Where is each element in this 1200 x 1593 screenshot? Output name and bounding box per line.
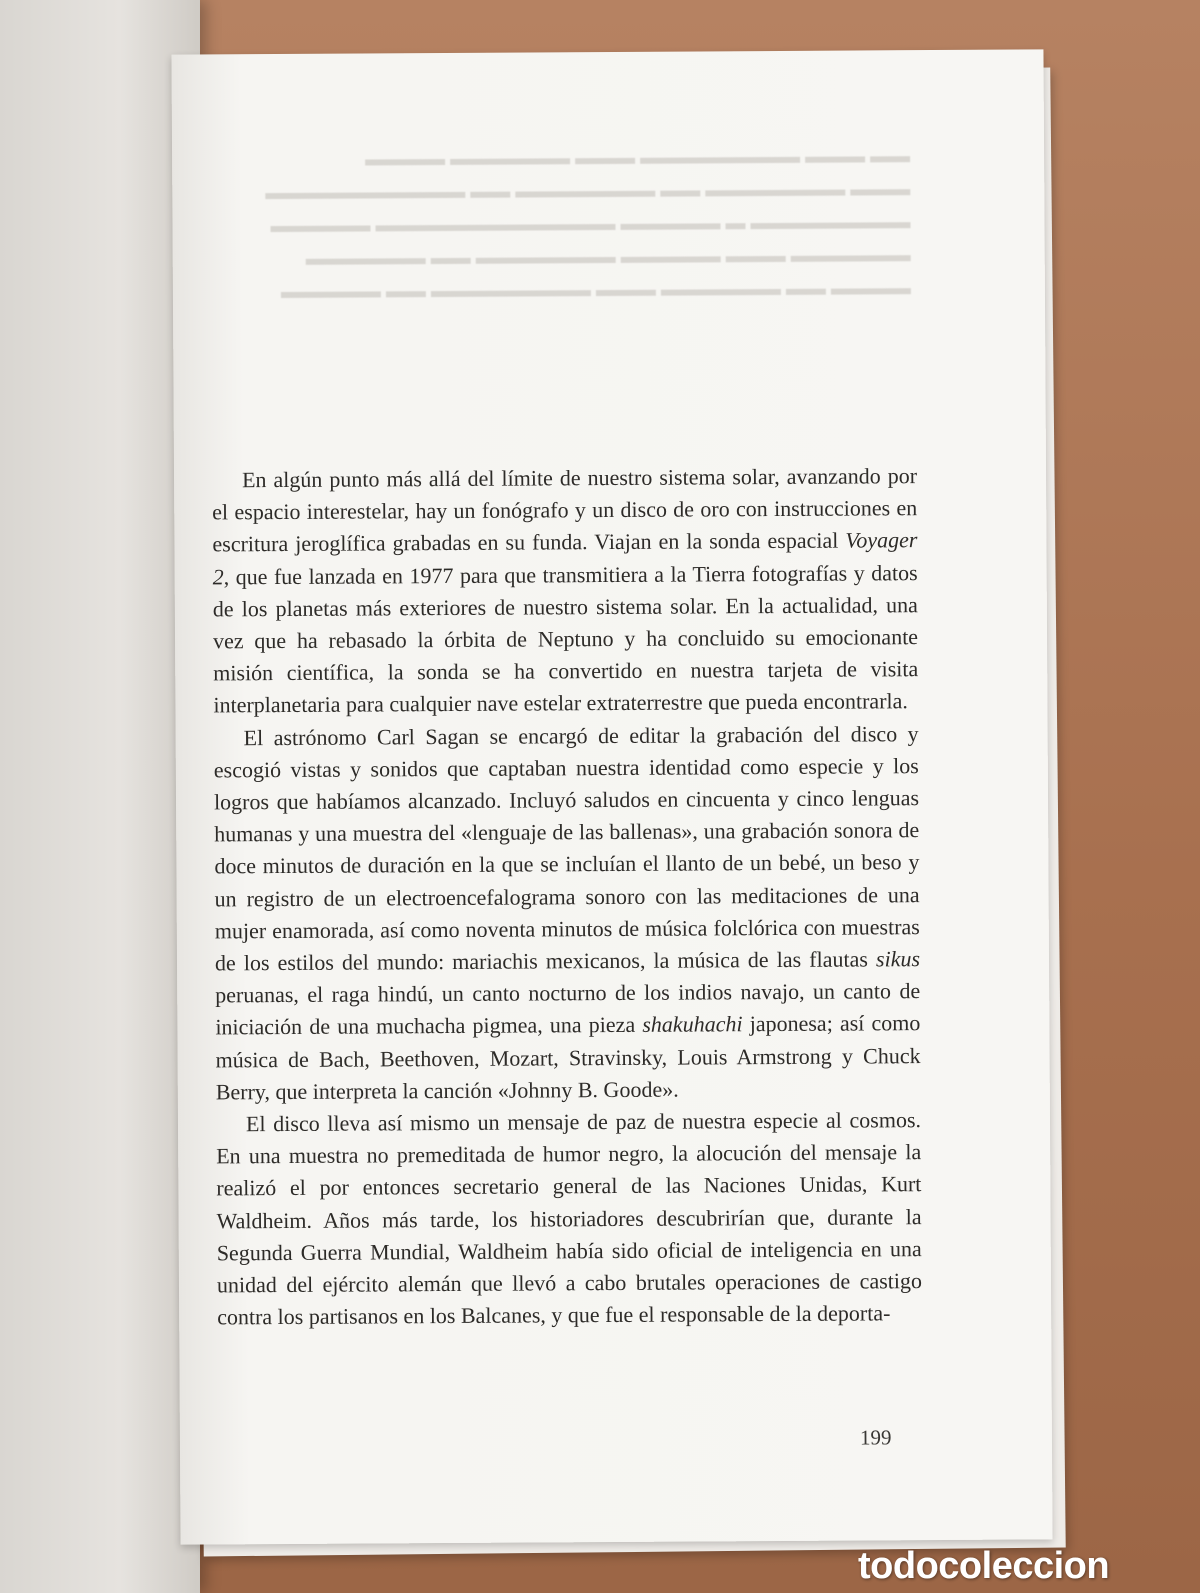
italic-text: shakuhachi [642, 1011, 743, 1038]
book-page [171, 49, 1052, 1544]
body-text [212, 460, 922, 1334]
paragraph-text: El disco lleva así mismo un mensaje de paz de nuestra especie al cosmos. En una muestra no premeditada de humor negro, la alocución del mensaje la realizó el por entonces secretario general de las Naciones Unidas, Kurt Waldheim. Años más tarde, los historiadores descubrirían que, durante la Segunda Guerra Mundial, Waldheim había sido oficial de inteligencia en una unidad del ejército alemán que llevó a cabo brutales operaciones de castigo contra los partisanos en los Balcanes, y que fue el responsable de la deporta- [216, 1107, 923, 1330]
italic-text: Voyager 2 [212, 527, 918, 590]
page-number: 199 [859, 1425, 892, 1450]
paragraph-text: , que fue lanzada en 1977 para que transmitiera a la Tierra fotografías y datos de los planetas más exteriores de nuestro sistema solar. En la actualidad, una vez que ha rebasado la órbita de Neptuno y ha concluido su emocionante misión científica, la sonda se ha convertido en nuestra tarjeta de visita interplanetaria para cualquier nave estelar extraterrestre que pueda encontrarla. [212, 559, 919, 718]
paragraph-text: peruanas, el raga hindú, un canto nocturno de los indios navajo, un canto de iniciación de una muchacha pigmea, una pieza [215, 978, 921, 1040]
paragraph-text: El astrónomo Carl Sagan se encargó de editar la grabación del disco y escogió vistas y sonidos que captaban nuestra identidad como especie y los logros que habíamos alcanzado. Incluyó saludos en cincuenta y cinco lenguas humanas y una muestra del «lenguaje de las ballenas», una grabación sonora de doce minutos de duración en la que se incluían el llanto de un bebé, un beso y un registro de un electroencefalograma sonoro con las meditaciones de una mujer enamorada, así como noventa minutos de música folclórica con muestras de los estilos del mundo: mariachis mexicanos, la música de las flautas [213, 720, 920, 976]
left-page-edge [0, 0, 200, 1593]
paragraph [214, 718, 921, 1109]
show-through-text: ▬▬▬▬ ▬▬ ▬▬▬▬▬▬ ▬▬▬ ▬▬▬▬▬▬▬▬ ▬▬ ▬▬▬▬▬ ▬▬▬▬▬▬ ▬▬▬ ▬▬▬▬▬ ▬▬▬▬▬▬▬ ▬▬ ▬▬▬▬▬▬ ▬▬▬▬▬▬▬▬ ▬ ▬▬▬▬▬ ▬▬▬▬▬▬▬▬▬▬▬▬ ▬▬▬▬▬ ▬▬▬ ▬▬▬▬▬▬▬ ▬▬ ▬▬▬▬▬▬▬ ▬▬ ▬▬▬▬▬▬▬▬▬▬ ▬▬ ▬▬▬ ▬▬▬▬▬▬▬▬ ▬▬▬ ▬▬▬▬▬▬ ▬▬▬▬ [265, 151, 912, 310]
italic-text: sikus [875, 946, 921, 972]
paragraph-text: japonesa; así como música de Bach, Beethoven, Mozart, Stravinsky, Louis Armstrong y Chuck Berry, que interpreta la canción «Johnny B. Goode». [215, 1010, 921, 1105]
watermark: todocoleccion [858, 1545, 1110, 1587]
paragraph [216, 1104, 922, 1334]
paragraph-text: En algún punto más allá del límite de nuestro sistema solar, avanzando por el espacio interestelar, hay un fonógrafo y un disco de oro con instrucciones en escritura jeroglífica grabadas en su funda. Viajan en la sonda espacial [212, 463, 918, 557]
paragraph [212, 460, 919, 722]
